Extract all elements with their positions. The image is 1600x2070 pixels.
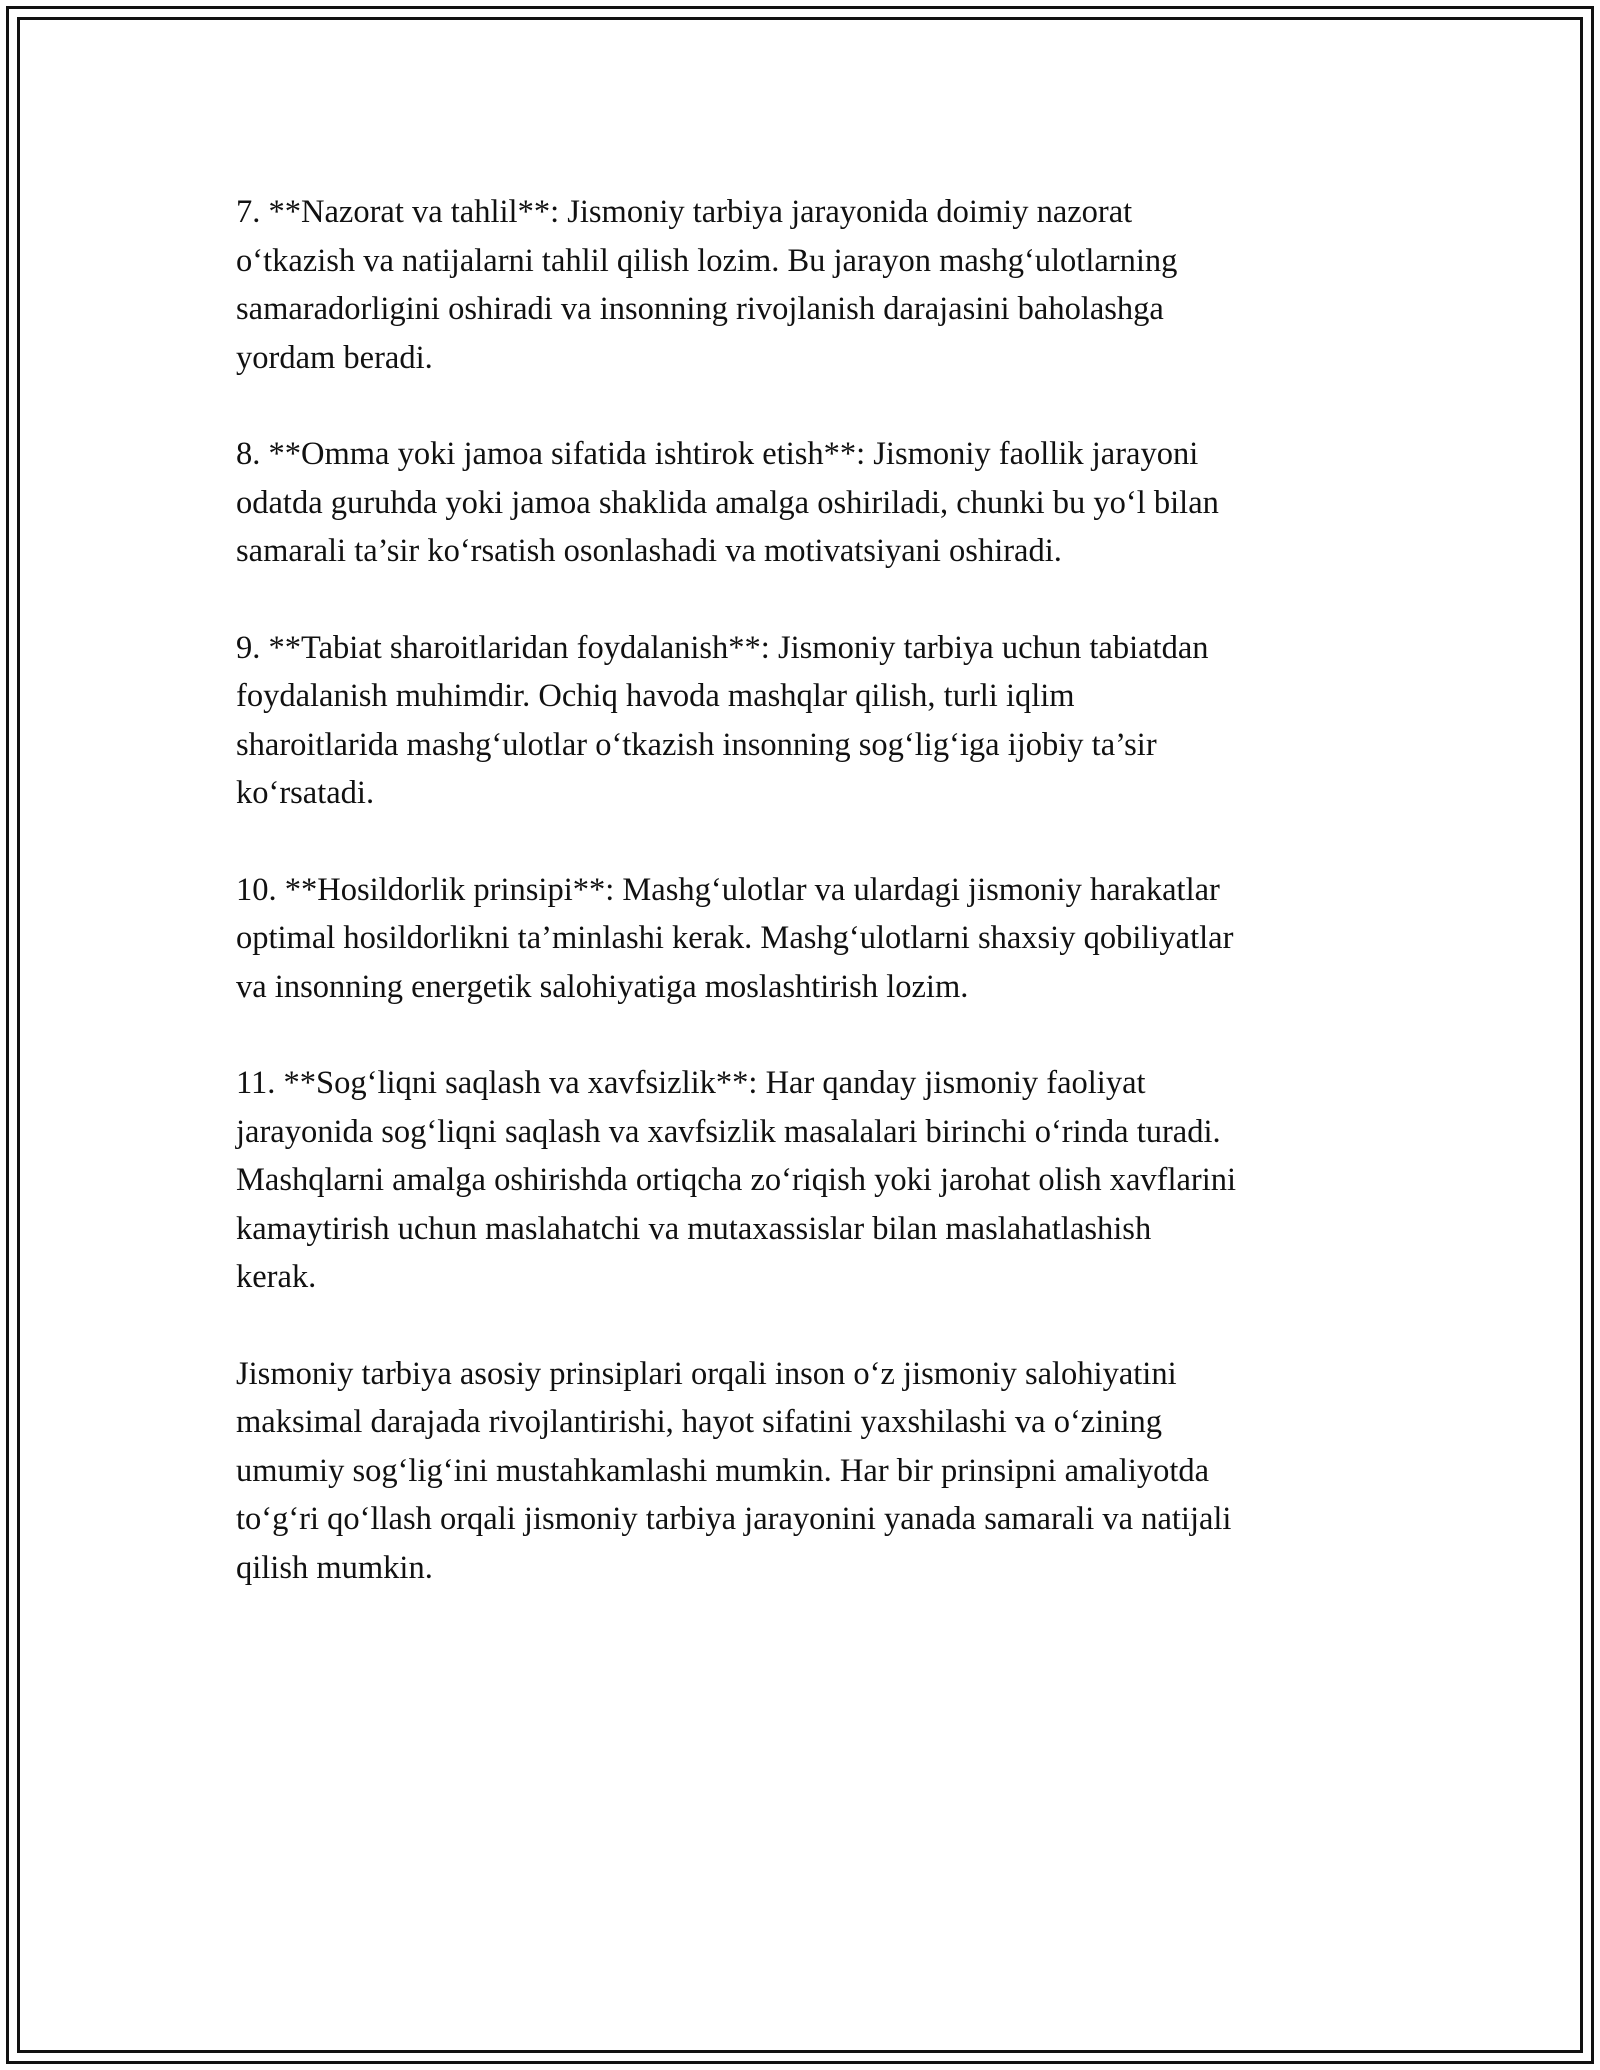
paragraph-9-tabiat-sharoitlari: 9. **Tabiat sharoitlaridan foydalanish**: Jismoniy tarbiya uchun tabiatdan foydalanish muhimdir. Ochiq havoda mashqlar qilish, turli iqlim sharoitlarida mashg‘ulotlar o‘tkazish insonning sog‘lig‘iga ijobiy ta’sir ko‘rsatadi.	[236, 629, 1209, 811]
paragraph-11-soglik-xavfsizlik: 11. **Sog‘liqni saqlash va xavfsizlik**: Har qanday jismoniy faoliyat jarayonida sog‘liqni saqlash va xavfsizlik masalalari birinchi o‘rinda turadi. Mashqlarni amalga oshirishda ortiqcha zo‘riqish yoki jarohat olish xavflarini kamaytirish uchun maslahatchi va mutaxassislar bilan maslahatlashish kerak.	[236, 1065, 1237, 1295]
paragraph-8-jamoa-ishtiroki: 8. **Omma yoki jamoa sifatida ishtirok etish**: Jismoniy faollik jarayoni odatda guruhda yoki jamoa shaklida amalga oshiriladi, chunki bu yo‘l bilan samarali ta’sir ko‘rsatish osonlashadi va motivatsiyani oshiradi.	[236, 436, 1219, 569]
paragraph-7-nazorat-va-tahlil: 7. **Nazorat va tahlil**: Jismoniy tarbiya jarayonida doimiy nazorat o‘tkazish va natijalarni tahlil qilish lozim. Bu jarayon mashg‘ulotlarning samaradorligini oshiradi va insonning rivojlanish darajasini baholashga yordam beradi.	[236, 194, 1178, 376]
document-body	[236, 188, 1386, 1640]
paragraph-conclusion: Jismoniy tarbiya asosiy prinsiplari orqali inson o‘z jismoniy salohiyatini maksimal darajada rivojlantirishi, hayot sifatini yaxshilashi va o‘zining umumiy sog‘lig‘ini mustahkamlashi mumkin. Har bir prinsipni amaliyotda to‘g‘ri qo‘llash orqali jismoniy tarbiya jarayonini yanada samarali va natijali qilish mumkin.	[236, 1355, 1232, 1586]
paragraph-10-hosildorlik: 10. **Hosildorlik prinsipi**: Mashg‘ulotlar va ulardagi jismoniy harakatlar optimal hosildorlikni ta’minlashi kerak. Mashg‘ulotlarni shaxsiy qobiliyatlar va insonning energetik salohiyatiga moslashtirish lozim.	[236, 871, 1234, 1005]
